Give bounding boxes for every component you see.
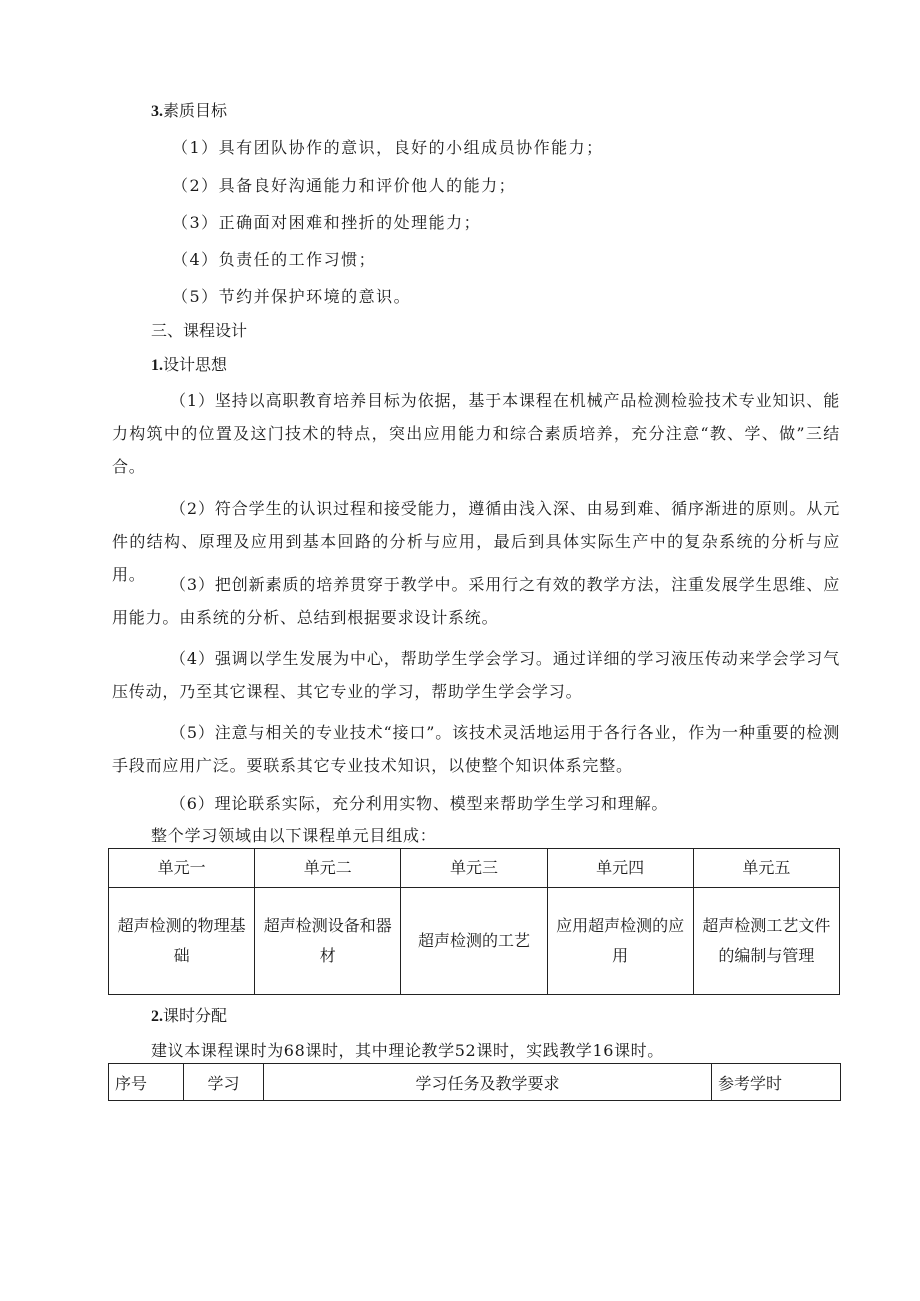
quality-item-4: （4）负责任的工作习惯；: [172, 250, 377, 269]
hours-heading: 2.课时分配: [151, 1006, 228, 1025]
design-paragraph-5: （5）注意与相关的专业技术“接口”。该技术灵活地运用于各行各业，作为一种重要的检测手段而应用广泛。要联系其它专业技术知识，以使整个知识体系完整。: [112, 723, 840, 775]
course-design-title: 三、课程设计: [151, 321, 248, 340]
hours-header-index: 序号: [109, 1064, 184, 1101]
unit-header-1: 单元一: [109, 849, 255, 888]
design-paragraph-1: （1）坚持以高职教育培养目标为依据，基于本课程在机械产品检测检验技术专业知识、能力构筑中的位置及这门技术的特点，突出应用能力和综合素质培养，充分注意“教、学、做”三结合。: [112, 391, 840, 476]
design-idea-heading: 1.设计思想: [151, 355, 228, 374]
units-header-row: [109, 849, 840, 888]
units-intro: 整个学习领域由以下课程单元目组成：: [151, 826, 437, 845]
unit-cell-3: 超声检测的工艺: [401, 888, 547, 995]
design-paragraph-3: （3）把创新素质的培养贯穿于教学中。采用行之有效的教学方法，注重发展学生思维、应用能力。由系统的分析、总结到根据要求设计系统。: [112, 575, 840, 627]
unit-header-4: 单元四: [547, 849, 693, 888]
hours-intro: 建议本课程课时为68课时，其中理论教学52课时，实践教学16课时。: [151, 1041, 664, 1060]
unit-cell-5: 超声检测工艺文件的编制与管理: [693, 888, 839, 995]
design-paragraph-4: （4）强调以学生发展为中心，帮助学生学会学习。通过详细的学习液压传动来学会学习气压传动，乃至其它课程、其它专业的学习，帮助学生学会学习。: [112, 649, 840, 701]
hours-header-reference-hours: 参考学时: [712, 1064, 841, 1101]
quality-item-3: （3）正确面对困难和挫折的处理能力；: [172, 213, 482, 232]
design-paragraph-2: （2）符合学生的认识过程和接受能力，遵循由浅入深、由易到难、循序渐进的原则。从元件的结构、原理及应用到基本回路的分析与应用，最后到具体实际生产中的复杂系统的分析与应用。: [112, 499, 840, 584]
quality-item-2: （2）具备良好沟通能力和评价他人的能力；: [172, 176, 517, 195]
quality-item-1: （1）具有团队协作的意识，良好的小组成员协作能力；: [172, 138, 604, 157]
unit-header-2: 单元二: [255, 849, 401, 888]
hours-table: [108, 1063, 841, 1101]
hours-header-row: [109, 1064, 841, 1101]
design-paragraph-6: （6）理论联系实际，充分利用实物、模型来帮助学生学习和理解。: [170, 794, 669, 813]
hours-header-tasks: 学习任务及教学要求: [264, 1064, 712, 1101]
hours-header-study: 学习: [184, 1064, 264, 1101]
quality-goals-heading: 3.素质目标: [151, 101, 228, 120]
unit-header-3: 单元三: [401, 849, 547, 888]
unit-cell-1: 超声检测的物理基础: [109, 888, 255, 995]
course-units-table: [108, 848, 840, 995]
unit-cell-4: 应用超声检测的应用: [547, 888, 693, 995]
unit-header-5: 单元五: [693, 849, 839, 888]
quality-item-5: （5）节约并保护环境的意识。: [172, 287, 412, 306]
unit-cell-2: 超声检测设备和器材: [255, 888, 401, 995]
units-content-row: [109, 888, 840, 995]
